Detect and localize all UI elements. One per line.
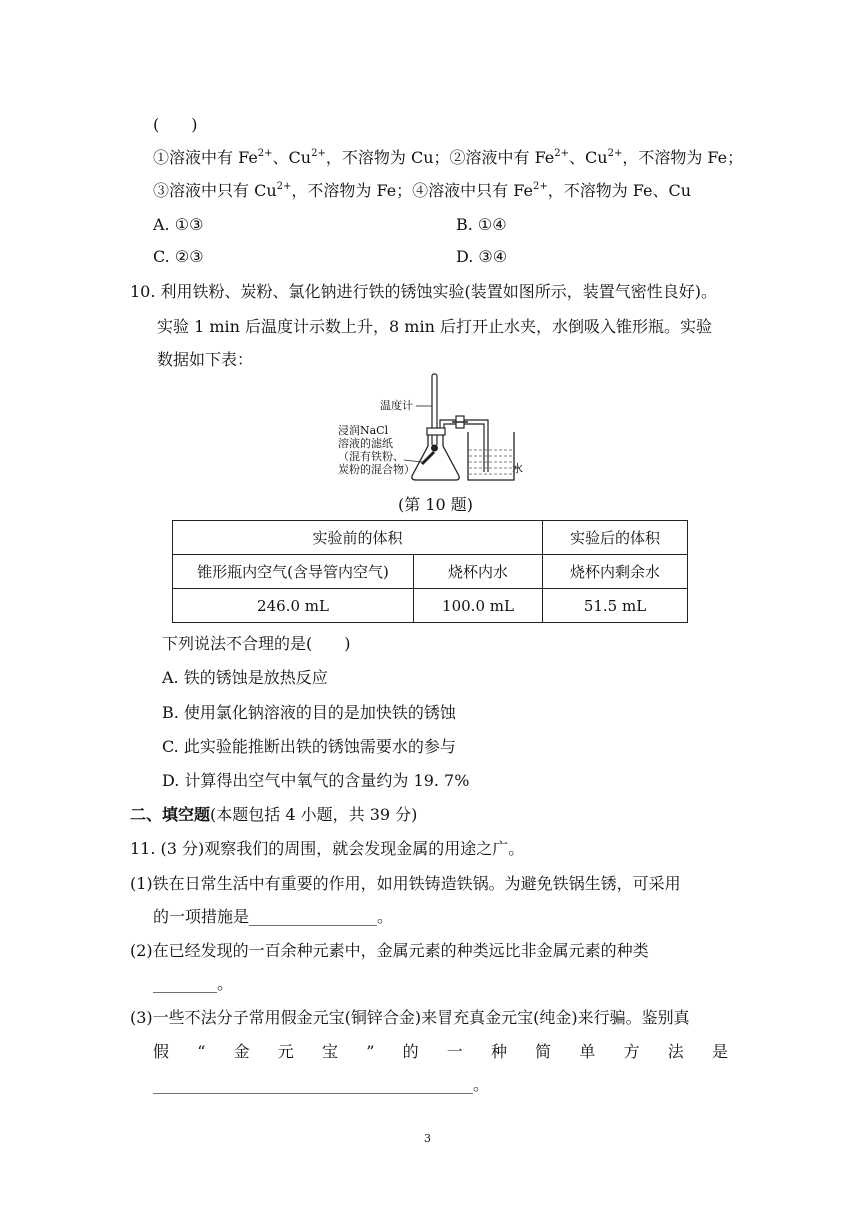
q10-option-a: A. 铁的锈蚀是放热反应: [162, 668, 328, 687]
table-col-remaining-water: 烧杯内剩余水: [543, 555, 688, 589]
table-col-flask-air: 锥形瓶内空气(含导管内空气): [173, 555, 414, 589]
table-col-beaker-water: 烧杯内水: [414, 555, 543, 589]
table-cell: 100.0 mL: [414, 589, 543, 623]
table-header-before: 实验前的体积: [173, 521, 543, 555]
q10-stem-line-3: 数据如下表：: [157, 350, 254, 369]
filter-paper-label-3: （混有铁粉、: [338, 450, 404, 463]
table-row: [173, 589, 688, 623]
page-number: 3: [424, 1132, 431, 1145]
q11-part2-line-2: ________。: [153, 974, 234, 993]
q11-part1-line-1: (1)铁在日常生活中有重要的作用，如用铁铸造铁锅。为避免铁锅生锈，可采用: [130, 874, 681, 893]
conical-flask-shape: [412, 432, 459, 480]
filter-paper-label-4: 炭粉的混合物）: [338, 463, 415, 476]
stopper-shape: [427, 428, 445, 435]
q9-option-a: A. ①③: [153, 215, 204, 234]
q10-option-b: B. 使用氯化钠溶液的目的是加快铁的锈蚀: [162, 703, 456, 722]
table-cell: 51.5 mL: [543, 589, 688, 623]
q10-option-d: D. 计算得出空气中氧气的含量约为 19. 7%: [162, 771, 470, 790]
q11-part2-line-1: (2)在已经发现的一百余种元素中，金属元素的种类远比非金属元素的种类: [130, 941, 649, 960]
q9-option-b: B. ①④: [456, 215, 507, 234]
thermometer-bulb: [431, 445, 438, 452]
figure-caption: (第 10 题): [398, 495, 474, 514]
q10-apparatus-figure: [338, 372, 528, 486]
q11-stem: 11. (3 分)观察我们的周围，就会发现金属的用途之广。: [130, 839, 525, 858]
water-label: 水: [512, 462, 523, 475]
q9-option-c: C. ②③: [153, 247, 204, 266]
q9-option-d: D. ③④: [456, 247, 508, 266]
q11-part3-line-3: ________________________________________。: [153, 1075, 490, 1094]
filter-paper-label-2: 溶液的滤纸: [338, 437, 393, 450]
q10-stem-line-1: 10. 利用铁粉、炭粉、氯化钠进行铁的锈蚀实验(装置如图所示，装置气密性良好)。: [130, 282, 718, 301]
q10-prompt: 下列说法不合理的是( ): [162, 634, 351, 653]
q9-choice-line-1: ①溶液中有 $Fe^{2+}$、$Cu^{2+}$，不溶物为 Cu；②溶液中有 $Fe^{2+}$、$Cu^{2+}$，不溶物为 Fe；: [153, 148, 744, 167]
water-surface: [469, 450, 513, 474]
q9-choice-line-2: ③溶液中只有 $Cu^{2+}$，不溶物为 Fe；④溶液中只有 $Fe^{2+}$，不溶物为 Fe、Cu: [153, 181, 692, 200]
table-row: [173, 555, 688, 589]
q10-stem-line-2: 实验 1 min 后温度计示数上升，8 min 后打开止水夹，水倒吸入锥形瓶。实验: [157, 317, 712, 336]
table-row: [173, 521, 688, 555]
q11-part3-line-2: 假 “ 金 元 宝 ” 的 一 种 简 单 方 法 是: [153, 1042, 728, 1061]
q10-data-table: [172, 520, 688, 623]
table-cell: 246.0 mL: [173, 589, 414, 623]
thermometer-label: 温度计: [380, 399, 413, 412]
table-header-after: 实验后的体积: [543, 521, 688, 555]
q11-part3-line-1: (3)一些不法分子常用假金元宝(铜锌合金)来冒充真金元宝(纯金)来行骗。鉴别真: [130, 1008, 690, 1027]
q10-option-c: C. 此实验能推断出铁的锈蚀需要水的参与: [162, 737, 456, 756]
filter-paper-label-1: 浸润NaCl: [338, 424, 389, 437]
q9-answer-bracket: ( ): [153, 115, 198, 134]
q11-part1-line-2: 的一项措施是________________。: [153, 907, 394, 926]
section-heading: 二、填空题(本题包括 4 小题，共 39 分): [130, 805, 418, 824]
